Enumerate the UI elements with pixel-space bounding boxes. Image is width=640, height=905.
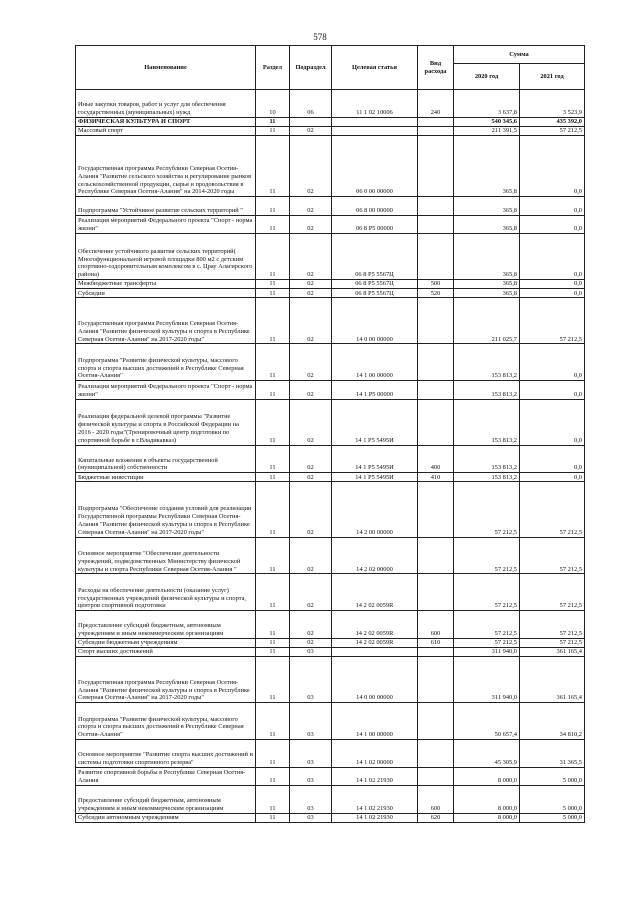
table-row [76,126,585,135]
table-row [76,289,585,298]
cell-podrazdel: 06 [290,90,332,118]
cell-podrazdel: 02 [290,381,332,399]
cell-razdel: 11 [256,657,290,703]
cell-2021: 0,0 [520,381,585,399]
table-row [76,657,585,703]
cell-name: ФИЗИЧЕСКАЯ КУЛЬТУРА И СПОРТ [76,117,256,126]
cell-csr: 06 8 P5 5567Ц [332,234,418,280]
cell-podrazdel: 02 [290,399,332,445]
header-podrazdel: Подраздел [290,46,332,90]
header-name: Наименование [76,46,256,90]
cell-csr: 14 0 00 00000 [332,657,418,703]
cell-csr: 11 1 02 10006 [332,90,418,118]
cell-csr: 14 2 02 00000 [332,537,418,574]
cell-name: Предоставление субсидий бюджетным, автономным учреждениям и иным некоммерческим организациям [76,611,256,639]
cell-2021: 361 165,4 [520,657,585,703]
cell-csr: 06 8 P5 00000 [332,215,418,233]
header-2021: 2021 год [520,64,585,90]
table-row [76,215,585,233]
cell-name: Субсидии бюджетным учреждениям [76,638,256,647]
cell-csr: 14 2 02 0059R [332,574,418,611]
cell-2020: 311 940,0 [454,647,520,656]
cell-name: Обеспечение устойчивого развития сельских территорий( Многофункциональной игровой площадки 800 м2 с детским спортивно-оздоровительным комплексом в с. Црау Алагирского района) [76,234,256,280]
cell-2021: 0,0 [520,280,585,289]
cell-2020: 540 345,6 [454,117,520,126]
cell-name: Подпрограмма "Развитие физической культуры, массового спорта и спорта высших достижений в Республике Северная Осетия-Алания" [76,703,256,740]
cell-podrazdel: 03 [290,657,332,703]
cell-2021: 57 212,5 [520,574,585,611]
cell-2020: 57 212,5 [454,482,520,537]
cell-2020: 3 637,8 [454,90,520,118]
cell-2021: 57 212,5 [520,298,585,344]
cell-2021: 435 392,0 [520,117,585,126]
cell-2020: 57 212,5 [454,574,520,611]
cell-2021: 57 212,5 [520,638,585,647]
cell-2020: 153 813,2 [454,344,520,381]
cell-vid [418,117,454,126]
table-row [76,739,585,767]
cell-2021: 0,0 [520,399,585,445]
cell-razdel: 11 [256,611,290,639]
cell-razdel: 11 [256,647,290,656]
cell-2021: 34 810,2 [520,703,585,740]
cell-name: Капитальные вложения в объекты государственной (муниципальной) собственности [76,445,256,473]
cell-csr: 14 1 02 00000 [332,739,418,767]
table-header [76,46,585,90]
cell-2020: 311 940,0 [454,657,520,703]
cell-csr: 14 1 02 21930 [332,767,418,785]
table-row [76,399,585,445]
cell-podrazdel: 02 [290,289,332,298]
cell-2021: 5 000,0 [520,813,585,822]
cell-csr: 14 0 00 00000 [332,298,418,344]
table-row [76,381,585,399]
cell-2020: 365,8 [454,215,520,233]
cell-name: Субсидии [76,289,256,298]
cell-name: Государственная программа Республики Северная Осетия-Алания "Развитие физической культуры и спорта в Республике Северная Осетия-Алания" на 2017-2020 годы" [76,298,256,344]
cell-razdel: 11 [256,298,290,344]
cell-podrazdel: 03 [290,785,332,813]
header-razdel: Раздел [256,46,290,90]
cell-name: Государственная программа Республики Северная Осетия-Алания "Развитие сельского хозяйства и регулирование рынков сельскохозяйственной продукции, сырья и продовольствия в Республике Северная Осетия-Алания" на 2014-2020 годы [76,135,256,196]
cell-vid [418,647,454,656]
table-row [76,197,585,215]
cell-vid [418,399,454,445]
cell-name: Основное мероприятие "Обеспечение деятельности учреждений, подведомственных Министерству физической культуры и спорта Республики Северная Осетия-Алания " [76,537,256,574]
cell-2021: 3 523,9 [520,90,585,118]
cell-csr: 06 8 P5 5567Ц [332,280,418,289]
cell-2020: 365,8 [454,135,520,196]
header-summa: Сумма [454,46,585,64]
cell-2021: 0,0 [520,197,585,215]
cell-razdel: 11 [256,280,290,289]
cell-vid [418,135,454,196]
cell-2021: 0,0 [520,215,585,233]
cell-2020: 8 000,0 [454,813,520,822]
cell-razdel: 11 [256,445,290,473]
cell-name: Подпрограмма "Обеспечение создания условий для реализации Государственной программы Республики Северная Осетия-Алания "Развитие физической культуры и спорта в Республике Северная Осетия-Алания" на 2017-2020 годы" [76,482,256,537]
cell-vid [418,482,454,537]
cell-name: Спорт высших достижений [76,647,256,656]
cell-csr: 06 8 00 00000 [332,197,418,215]
cell-razdel: 11 [256,638,290,647]
table-row [76,703,585,740]
cell-razdel: 11 [256,135,290,196]
cell-vid [418,215,454,233]
budget-table [75,45,585,823]
cell-vid: 240 [418,90,454,118]
cell-name: Развитие спортивной борьбы в Республике Северная Осетия-Алания [76,767,256,785]
cell-vid [418,703,454,740]
cell-2020: 50 657,4 [454,703,520,740]
cell-name: Подпрограмма "Развитие физической культуры, массового спорта и спорта высших достижений в Республике Северная Осетия-Алания" [76,344,256,381]
cell-podrazdel: 02 [290,135,332,196]
cell-podrazdel: 02 [290,280,332,289]
cell-podrazdel: 02 [290,611,332,639]
cell-2021: 0,0 [520,135,585,196]
table-row [76,638,585,647]
page-number: 578 [313,32,327,42]
cell-2020: 365,8 [454,234,520,280]
header-vid: Вид расхода [418,46,454,90]
cell-podrazdel: 03 [290,813,332,822]
table-row [76,767,585,785]
cell-name: Реализация мероприятий Федерального проекта "Спорт - норма жизни" [76,381,256,399]
cell-2021: 5 000,0 [520,767,585,785]
cell-2020: 211 391,5 [454,126,520,135]
cell-2020: 365,8 [454,197,520,215]
cell-razdel: 11 [256,482,290,537]
cell-csr: 14 2 02 0059R [332,611,418,639]
cell-podrazdel [290,117,332,126]
cell-vid [418,197,454,215]
cell-csr: 14 1 P5 5495И [332,473,418,482]
cell-vid [418,739,454,767]
cell-2021: 31 365,5 [520,739,585,767]
cell-name: Реализация федеральной целевой программы "Развитие физической культуры и спорта в Российской Федерации на 2016 - 2020 годы"(Тренировочный центр подготовки по спортивной борьбе в г.Владикавказ) [76,399,256,445]
cell-2020: 45 305,9 [454,739,520,767]
cell-name: Основное мероприятие "Развитие спорта высших достижений и системы подготовки спортивного резерва" [76,739,256,767]
cell-razdel: 11 [256,703,290,740]
cell-csr: 14 1 02 21930 [332,785,418,813]
cell-2020: 365,8 [454,280,520,289]
cell-razdel: 11 [256,739,290,767]
cell-podrazdel: 03 [290,647,332,656]
cell-2020: 211 025,7 [454,298,520,344]
table-row [76,280,585,289]
cell-2021: 0,0 [520,289,585,298]
cell-csr: 14 1 P5 5495И [332,445,418,473]
cell-vid [418,537,454,574]
cell-2020: 8 000,0 [454,767,520,785]
cell-name: Расходы на обеспечение деятельности (оказание услуг) государственных учреждений физической культуры и спорта, центров спортивной подготовки [76,574,256,611]
cell-razdel: 11 [256,117,290,126]
cell-2021: 57 212,5 [520,482,585,537]
cell-2020: 365,8 [454,289,520,298]
cell-csr: 14 1 00 00000 [332,344,418,381]
cell-name: Массовый спорт [76,126,256,135]
table-row [76,234,585,280]
cell-vid: 600 [418,785,454,813]
cell-razdel: 11 [256,215,290,233]
cell-csr: 14 1 P5 00000 [332,381,418,399]
cell-vid [418,381,454,399]
cell-razdel: 11 [256,767,290,785]
cell-razdel: 11 [256,344,290,381]
cell-2021: 5 000,0 [520,785,585,813]
cell-name: Субсидии автономным учреждениям [76,813,256,822]
cell-podrazdel: 02 [290,298,332,344]
cell-razdel: 11 [256,785,290,813]
header-2020: 2020 год [454,64,520,90]
cell-2021: 57 212,5 [520,126,585,135]
cell-csr: 14 2 00 00000 [332,482,418,537]
cell-vid: 600 [418,611,454,639]
table-row [76,473,585,482]
cell-csr: 14 2 02 0059R [332,638,418,647]
cell-vid: 520 [418,289,454,298]
cell-podrazdel: 02 [290,344,332,381]
cell-razdel: 11 [256,234,290,280]
cell-razdel: 11 [256,126,290,135]
cell-vid [418,767,454,785]
table-row [76,611,585,639]
cell-2021: 0,0 [520,473,585,482]
table-row [76,537,585,574]
table-row [76,813,585,822]
cell-podrazdel: 02 [290,215,332,233]
cell-razdel: 11 [256,813,290,822]
table-row [76,647,585,656]
cell-2021: 361 165,4 [520,647,585,656]
cell-2021: 0,0 [520,344,585,381]
cell-podrazdel: 02 [290,482,332,537]
cell-2020: 153 813,2 [454,445,520,473]
cell-vid: 610 [418,638,454,647]
cell-razdel: 11 [256,197,290,215]
cell-csr [332,117,418,126]
cell-podrazdel: 02 [290,234,332,280]
cell-2020: 8 000,0 [454,785,520,813]
table-body [76,90,585,823]
cell-name: Межбюджетные трансферты [76,280,256,289]
table-row [76,90,585,118]
cell-2021: 0,0 [520,445,585,473]
cell-vid: 410 [418,473,454,482]
table-row [76,482,585,537]
cell-razdel: 11 [256,399,290,445]
cell-vid [418,298,454,344]
table-row [76,445,585,473]
cell-razdel: 11 [256,381,290,399]
cell-2020: 153 813,2 [454,473,520,482]
table-row [76,117,585,126]
cell-2020: 57 212,5 [454,537,520,574]
cell-podrazdel: 02 [290,126,332,135]
cell-podrazdel: 03 [290,703,332,740]
cell-podrazdel: 02 [290,197,332,215]
cell-razdel: 10 [256,90,290,118]
cell-razdel: 11 [256,289,290,298]
cell-podrazdel: 02 [290,638,332,647]
cell-csr: 06 0 00 00000 [332,135,418,196]
cell-csr: 14 1 P5 5495И [332,399,418,445]
cell-csr [332,126,418,135]
table-row [76,135,585,196]
cell-vid [418,126,454,135]
cell-name: Подпрограмма "Устойчивое развитие сельских территорий " [76,197,256,215]
cell-razdel: 11 [256,537,290,574]
cell-razdel: 11 [256,574,290,611]
cell-vid [418,657,454,703]
header-csr: Целевая статья [332,46,418,90]
cell-vid: 500 [418,280,454,289]
cell-2020: 153 813,2 [454,381,520,399]
cell-vid [418,344,454,381]
cell-vid: 620 [418,813,454,822]
cell-vid: 400 [418,445,454,473]
cell-name: Бюджетные инвестиции [76,473,256,482]
cell-name: Государственная программа Республики Северная Осетия-Алания "Развитие физической культуры и спорта в Республике Северная Осетия-Алания" на 2017-2020 годы" [76,657,256,703]
cell-podrazdel: 02 [290,537,332,574]
cell-name: Иные закупки товаров, работ и услуг для обеспечения государственных (муниципальных) нужд [76,90,256,118]
cell-name: Предоставление субсидий бюджетным, автономным учреждениям и иным некоммерческим организациям [76,785,256,813]
cell-2020: 57 212,5 [454,611,520,639]
cell-2021: 57 212,5 [520,537,585,574]
cell-podrazdel: 02 [290,473,332,482]
cell-name: Реализация мероприятий Федерального проекта "Спорт - норма жизни" [76,215,256,233]
cell-2021: 57 212,5 [520,611,585,639]
cell-csr: 14 1 02 21930 [332,813,418,822]
cell-csr: 14 1 00 00000 [332,703,418,740]
table-row [76,298,585,344]
cell-vid [418,574,454,611]
cell-csr: 06 8 P5 5567Ц [332,289,418,298]
cell-2020: 57 212,5 [454,638,520,647]
cell-csr [332,647,418,656]
table-row [76,344,585,381]
cell-razdel: 11 [256,473,290,482]
cell-podrazdel: 02 [290,445,332,473]
cell-2020: 153 813,2 [454,399,520,445]
cell-podrazdel: 03 [290,739,332,767]
cell-vid [418,234,454,280]
table-row [76,574,585,611]
cell-2021: 0,0 [520,234,585,280]
cell-podrazdel: 03 [290,767,332,785]
table-row [76,785,585,813]
cell-podrazdel: 02 [290,574,332,611]
